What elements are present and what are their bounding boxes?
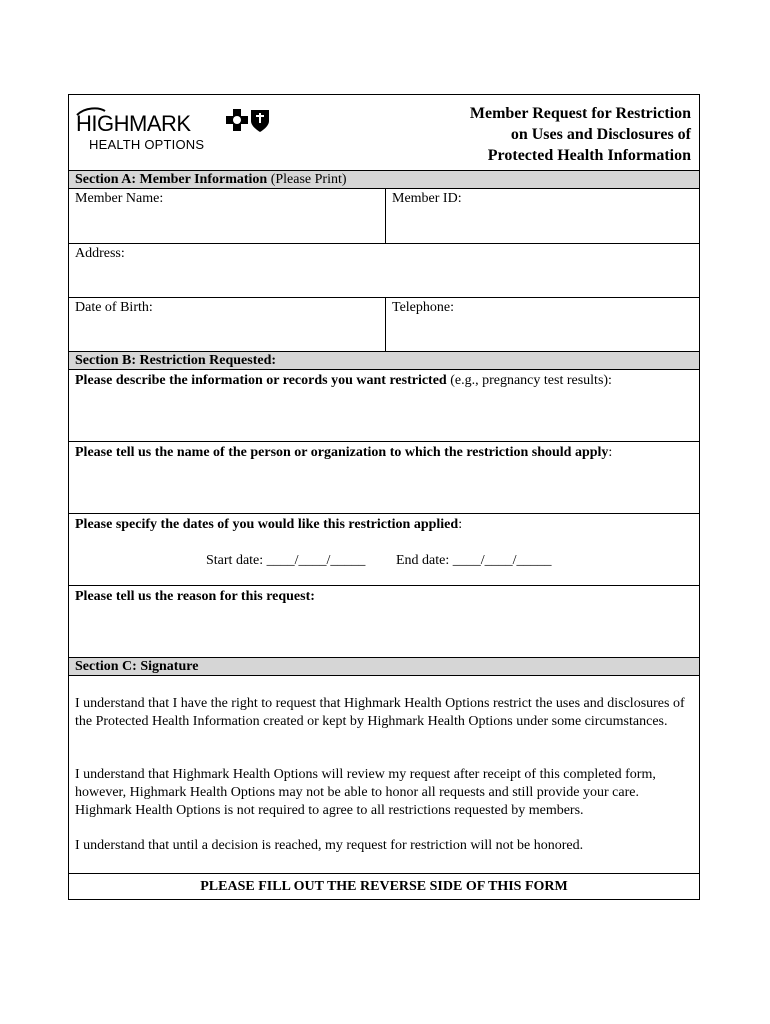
section-a-note: (Please Print)	[270, 172, 347, 187]
address-field[interactable]	[75, 246, 125, 262]
member-id-label: Member ID:	[392, 191, 462, 206]
section-b-header	[69, 351, 699, 370]
dob-label: Date of Birth:	[75, 300, 153, 315]
logo-subtitle: HEALTH OPTIONS	[89, 137, 205, 152]
reverse-side-notice: PLEASE FILL OUT THE REVERSE SIDE OF THIS FORM	[200, 879, 568, 894]
telephone-label: Telephone:	[392, 300, 454, 315]
form-title	[470, 103, 691, 166]
section-a-heading: Section A: Member Information	[75, 172, 268, 187]
telephone-field[interactable]	[392, 300, 454, 316]
request-form	[68, 94, 700, 900]
address-label: Address:	[75, 246, 125, 261]
restricted-info-field[interactable]	[75, 373, 695, 389]
member-name-field[interactable]	[75, 191, 163, 207]
blue-shield-icon	[250, 109, 270, 133]
member-name-label: Member Name:	[75, 191, 164, 206]
section-a-header	[69, 170, 699, 189]
restriction-party-field[interactable]	[75, 445, 695, 461]
form-title-line1: Member Request for Restriction	[469, 105, 691, 122]
acknowledgement-paragraph-1: I understand that I have the right to request that Highmark Health Options restrict the uses and disclosures of the Protected Health Information created or kept by Highmark Health Options under some circumstances.	[75, 696, 685, 729]
restriction-party-colon: :	[608, 445, 613, 460]
form-title-line3: Protected Health Information	[487, 147, 691, 164]
dob-field[interactable]	[75, 300, 153, 316]
form-title-line2: on Uses and Disclosures of	[510, 126, 691, 143]
reason-field[interactable]	[75, 589, 695, 605]
blue-cross-icon	[226, 109, 248, 131]
restriction-dates-question: Please specify the dates of you would like this restriction applied	[75, 517, 459, 532]
section-c-heading: Section C	[75, 659, 133, 674]
end-date-field[interactable]: End date: ____/____/_____	[396, 553, 552, 568]
section-c-heading-suffix: : Signature	[132, 659, 199, 674]
restriction-party-question: Please tell us the name of the person or organization to which the restriction should apply	[75, 445, 609, 460]
start-date-field[interactable]: Start date: ____/____/_____	[206, 553, 366, 568]
restricted-info-question: Please describe the information or records you want restricted	[75, 373, 447, 388]
highmark-logo	[69, 95, 299, 165]
restriction-dates-question-row	[75, 517, 695, 533]
member-id-field[interactable]	[392, 191, 462, 207]
section-c-header	[69, 657, 699, 676]
acknowledgement-paragraph-2: I understand that Highmark Health Options will review my request after receipt of this completed form, however, Highmark Health Options may not be able to honor all requests and still provide your care. Highmark Health Options is not required to agree to all restrictions requested by members.	[75, 767, 656, 818]
reason-question: Please tell us the reason for this request:	[75, 589, 315, 604]
acknowledgement-paragraph-3: I understand that until a decision is reached, my request for restriction will not be honored.	[75, 838, 584, 853]
restricted-info-example: (e.g., pregnancy test results):	[450, 373, 612, 388]
logo-brand: HIGHMARK	[76, 111, 191, 136]
restriction-dates-colon: :	[458, 517, 463, 532]
section-b-heading: Section B: Restriction Requested:	[75, 353, 277, 368]
